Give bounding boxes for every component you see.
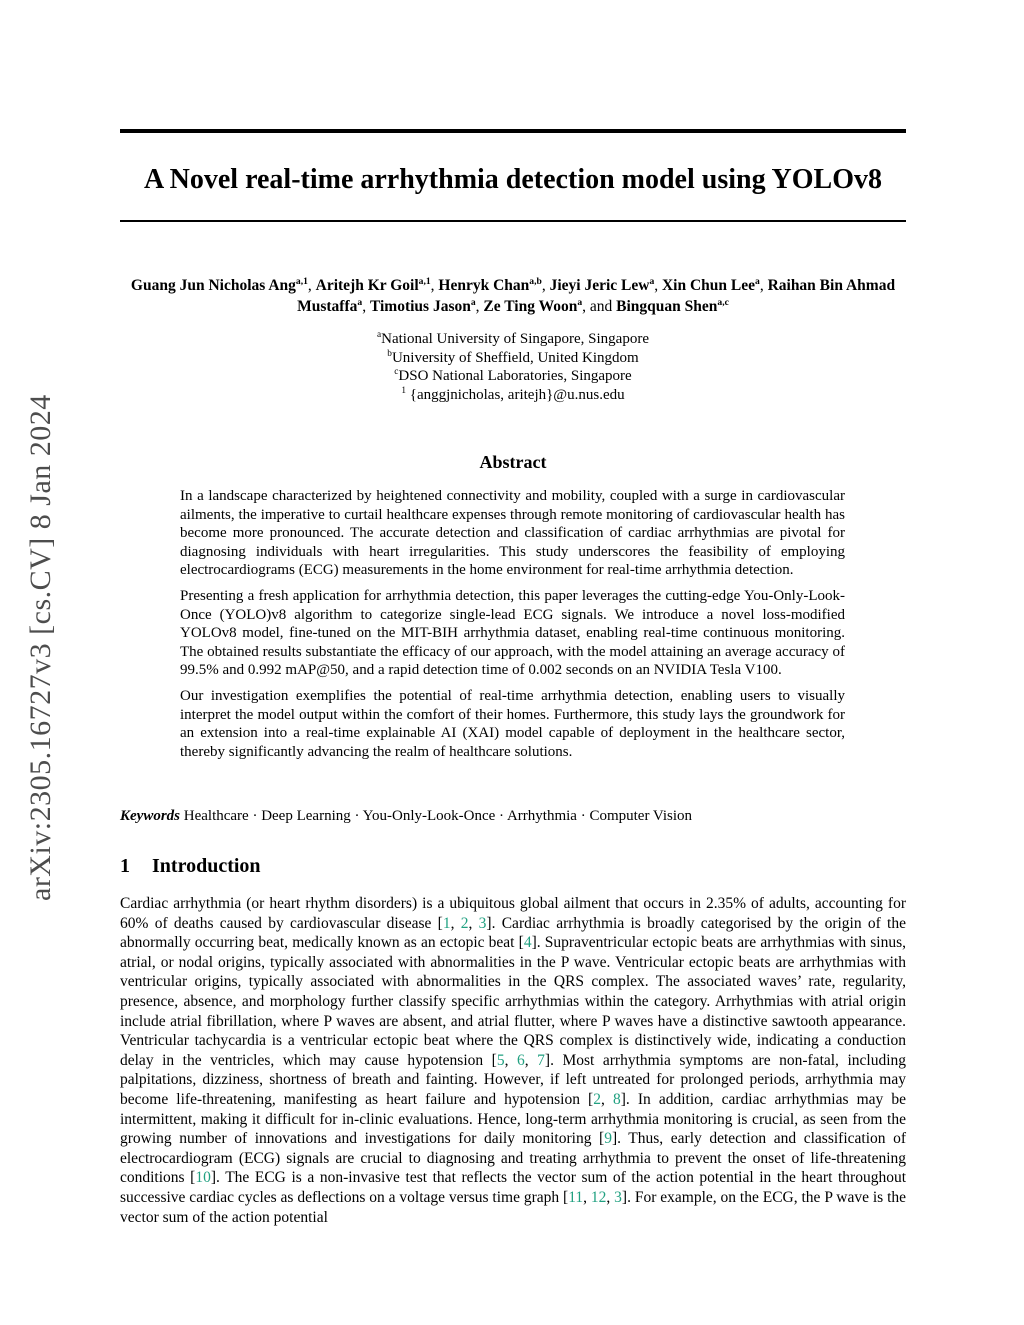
section-heading-introduction [120,855,906,878]
title-rule-bottom [120,220,906,222]
authors-line: Guang Jun Nicholas Ang$^{a,1}$, Aritejh Kr Goil$^{a,1}$, Henryk Chan$^{a,b}$, Jieyi Jeric Lew$^a$, Xin Chun Lee$^a$, Raihan Bin Ahmad Mustaffa$^a$, Timotius Jason$^a$, Ze Ting Woon$^a$, and Bingquan Shen$^{a,c}$ [130,275,896,315]
affiliation-line: $^a$National University of Singapore, Singapore [376,330,649,347]
paper-title: A Novel real-time arrhythmia detection model using YOLOv8 [143,164,883,195]
citation-link[interactable]: 9 [604,1130,612,1148]
section-number: 1 [120,855,130,877]
intro-paragraph: Cardiac arrhythmia (or heart rhythm disorders) is a ubiquitous global ailment that occurs in 2.35% of adults, accounting for 60% of deaths caused by cardiovascular disease [1, 2, 3]. Cardiac arrhythmia is broadly categorised by the origin of the abnormally occurring beat, medically known as an ectopic beat [4]. Supraventricular ectopic beats are arrhythmias with sinus, atrial, or nodal origins, typically associated with abnormalities in the P wave. Ventricular ectopic beats are arrhythmias with ventricular origins, typically associated with abnormalities in the QRS complex. The associated waves’ rate, regularity, presence, absence, and morphology further classify specific arrhythmias within the category. Arrhythmias with atrial origin include atrial fibrillation, where P waves are absent, and atrial flutter, where P waves have a distinctive sawtooth appearance. Ventricular tachycardia is a ventricular ectopic beat where the QRS complex is distinctively wide, indicating a conduction delay in the ventricles, which may cause hypotension [5, 6, 7]. Most arrhythmia symptoms are non-fatal, including palpitations, dizziness, shortness of breath and fainting. However, if left untreated for prolonged periods, arrhythmia may become life-threatening, manifesting as heart failure and hypotension [2, 8]. In addition, cardiac arrhythmias may be intermittent, making it difficult for in-clinic evaluations. Hence, long-term arrhythmia monitoring is crucial, as seen from the growing number of innovations and investigations for daily monitoring [9]. Thus, early detection and classification of electrocardiogram (ECG) signals are crucial to diagnosing and treating arrhythmia to prevent the onset of life-threatening conditions [10]. The ECG is a non-invasive test that reflects the vector sum of the action potential in the heart throughout successive cardiac cycles as deflections on a voltage versus time graph [11, 12, 3]. For example, on the ECG, the P wave is the vector sum of the action potential [120,895,907,1226]
section-title: Introduction [152,855,261,877]
arxiv-watermark: arXiv:2305.16727v3 [cs.CV] 8 Jan 2024 [24,394,57,902]
citation-link[interactable]: 1 [442,914,451,932]
citation-link[interactable]: 3 [478,914,487,932]
citation-link[interactable]: 10 [195,1169,211,1187]
citation-link[interactable]: 12 [590,1188,607,1206]
keywords-line: Keywords Healthcare · Deep Learning · You-Only-Look-Once · Arrhythmia · Computer Vision [120,808,693,824]
citation-link[interactable]: 2 [593,1090,601,1108]
citation-link[interactable]: 7 [537,1051,545,1069]
abstract-paragraph: Our investigation exemplifies the potential of real-time arrhythmia detection, enabling users to visually interpret the model output within the comfort of their homes. Furthermore, this study lays the groundwork for an extension into a real-time explainable AI (XAI) model capable of deployment in the healthcare sector, thereby significantly advancing the realm of healthcare solutions. [180,687,845,760]
citation-link[interactable]: 5 [496,1051,505,1069]
citation-link[interactable]: 2 [460,914,469,932]
abstract-heading: Abstract [479,452,547,472]
affiliation-line: $^c$DSO National Laboratories, Singapore [394,367,632,384]
citation-link[interactable]: 8 [612,1090,621,1108]
citation-link[interactable]: 11 [568,1188,584,1206]
contact-email-line: $^1$ {anggjnicholas, aritejh}@u.nus.edu [401,385,625,403]
title-rule-top [120,129,906,133]
abstract-paragraph: In a landscape characterized by heightened connectivity and mobility, coupled with a surge in cardiovascular ailments, the imperative to curtail healthcare expenses through remote monitoring of cardiovascular health has become more pronounced. The accurate detection and classification of cardiac arrhythmias are pivotal for diagnosing individuals with heart irregularities. This study underscores the feasibility of employing electrocardiograms (ECG) measurements in the home environment for real-time arrhythmia detection. [180,488,845,579]
affiliation-line: $^b$University of Sheffield, United Kingdom [387,348,639,366]
affiliations-block [120,330,906,404]
citation-link[interactable]: 3 [614,1188,622,1206]
abstract-body [180,487,845,768]
citation-link[interactable]: 4 [523,934,532,952]
citation-link[interactable]: 6 [517,1051,525,1069]
abstract-paragraph: Presenting a fresh application for arrhythmia detection, this paper leverages the cutting-edge You-Only-Look-Once (YOLO)v8 algorithm to categorize single-lead ECG signals. We introduce a novel loss-modified YOLOv8 model, fine-tuned on the MIT-BIH arrhythmia dataset, enabling real-time continuous monitoring. The obtained results substantiate the efficacy of our approach, with the model attaining an average accuracy of 99.5% and 0.992 mAP@50, and a rapid detection time of 0.002 seconds on an NVIDIA Tesla V100. [180,587,845,679]
